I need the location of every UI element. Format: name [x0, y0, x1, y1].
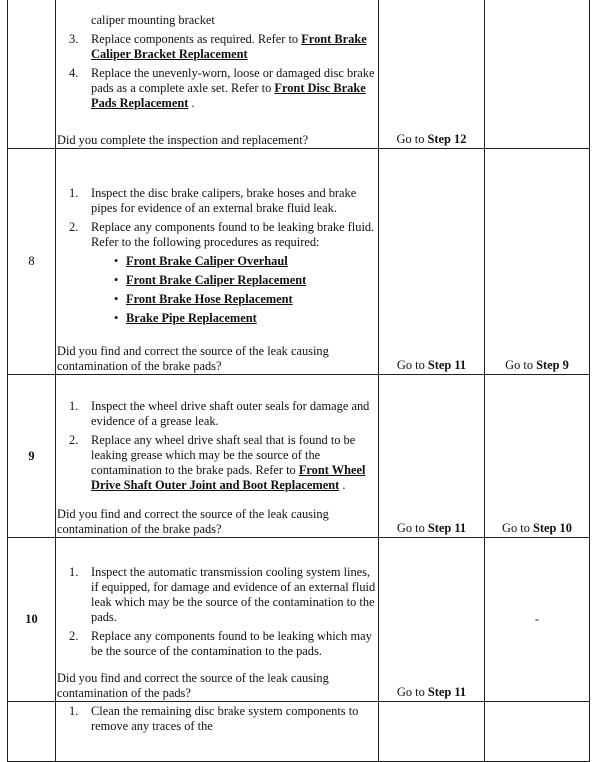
item-text-suffix: .: [339, 478, 346, 492]
item-text: Inspect the automatic transmission cooling system lines, if equipped, for damage and evidence of an external fluid leak which may be the source of the contamination to the pads.: [91, 565, 376, 624]
item-text: caliper mounting bracket: [91, 13, 215, 27]
step-number-cell: 10: [8, 538, 56, 702]
list-item: [57, 433, 376, 493]
action-cell: [56, 375, 379, 538]
bullet-dot-icon: •: [114, 254, 119, 268]
item-number: 2.: [69, 433, 79, 447]
item-number: 2.: [69, 629, 79, 643]
list-item: [57, 704, 376, 734]
goto-step-link[interactable]: Step 12: [427, 132, 467, 146]
bullet-dot-icon: •: [114, 292, 119, 306]
item-text: Inspect the disc brake calipers, brake hoses and brake pipes for evidence of an external brake fluid leak.: [91, 186, 357, 215]
bullet-link-text[interactable]: Front Brake Caliper Overhaul: [126, 254, 288, 268]
action-cell: [56, 149, 379, 375]
no-cell: [485, 375, 590, 538]
bullet-link-text[interactable]: Brake Pipe Replacement: [126, 311, 257, 325]
item-text: Replace any components found to be leaking brake fluid. Refer to the following procedures as required:: [91, 220, 375, 249]
list-item: [57, 220, 376, 326]
item-number: 4.: [69, 66, 79, 80]
action-cell: [56, 0, 379, 149]
no-cell: [485, 538, 590, 702]
list-item: [57, 186, 376, 216]
item-number: 1.: [69, 186, 79, 200]
bullet-link[interactable]: [91, 254, 376, 269]
yes-cell: [379, 149, 485, 375]
list-item: [57, 32, 376, 62]
step-number-cell: 9: [8, 375, 56, 538]
item-text-suffix: .: [188, 96, 195, 110]
bullet-link[interactable]: [91, 273, 376, 288]
goto-prefix: Go to: [396, 358, 428, 372]
item-number: 3.: [69, 32, 79, 46]
table-row: [8, 702, 590, 762]
table-row: [8, 538, 590, 702]
diagnostic-table: [7, 0, 590, 762]
goto-step-link[interactable]: Step 10: [533, 521, 572, 535]
item-text: Replace any components found to be leaking which may be the source of the contamination to the pads.: [91, 629, 372, 658]
yes-cell: [379, 375, 485, 538]
yes-cell: [379, 0, 485, 149]
list-item: [57, 399, 376, 429]
step-number-cell: 8: [8, 149, 56, 375]
list-item: [57, 13, 376, 28]
goto-prefix: Go to: [505, 358, 537, 372]
no-cell: [485, 702, 590, 762]
no-cell: [485, 149, 590, 375]
bullet-link-text[interactable]: Front Brake Hose Replacement: [126, 292, 293, 306]
procedure-list: [57, 186, 376, 326]
step-number-cell: [8, 702, 56, 762]
bullet-link-text[interactable]: Front Brake Caliper Replacement: [126, 273, 307, 287]
goto-prefix: Go to: [396, 685, 428, 699]
yes-cell: [379, 702, 485, 762]
goto-step-link[interactable]: Step 11: [427, 358, 467, 372]
list-item: [57, 66, 376, 111]
procedure-link[interactable]: Front Wheel Drive Shaft Outer Joint and Boot Replacement: [91, 463, 366, 492]
goto-prefix: Go to: [396, 132, 428, 146]
list-item: [57, 629, 376, 659]
table-row: [8, 0, 590, 149]
goto-step-link[interactable]: Step 11: [427, 521, 467, 535]
bullet-dot-icon: •: [114, 311, 119, 325]
item-number: 1.: [69, 399, 79, 413]
item-number: 1.: [69, 704, 79, 718]
action-cell: [56, 702, 379, 762]
step-question: Did you complete the inspection and replacement?: [57, 133, 309, 147]
bullet-dot-icon: •: [114, 273, 119, 287]
step-question: Did you find and correct the source of the leak causing contamination of the brake pads?: [57, 507, 329, 536]
item-text: Replace the unevenly-worn, loose or damaged disc brake pads as a complete axle set. Refer to: [91, 66, 375, 95]
table-row: [8, 375, 590, 538]
procedure-list: [57, 704, 376, 734]
procedure-link[interactable]: Front Brake Caliper Bracket Replacement: [91, 32, 367, 61]
goto-prefix: Go to: [396, 521, 428, 535]
list-item: [57, 565, 376, 625]
step-question: Did you find and correct the source of the leak causing contamination of the brake pads?: [57, 344, 329, 373]
action-cell: [56, 538, 379, 702]
item-text: Replace components as required. Refer to: [91, 32, 302, 46]
yes-cell: [379, 538, 485, 702]
no-action-dash: -: [534, 611, 540, 626]
no-cell: [485, 0, 590, 149]
procedure-link[interactable]: Front Disc Brake Pads Replacement: [91, 81, 366, 110]
bullet-link[interactable]: [91, 292, 376, 307]
procedure-list: [57, 399, 376, 493]
table-row: [8, 149, 590, 375]
procedure-list: [57, 13, 376, 111]
bullet-link[interactable]: [91, 311, 376, 326]
item-number: 2.: [69, 220, 79, 234]
item-text: Clean the remaining disc brake system components to remove any traces of the: [91, 704, 359, 733]
goto-prefix: Go to: [502, 521, 534, 535]
item-text: Inspect the wheel drive shaft outer seals for damage and evidence of a grease leak.: [91, 399, 370, 428]
step-number-cell: [8, 0, 56, 149]
goto-step-link[interactable]: Step 9: [536, 358, 569, 372]
goto-step-link[interactable]: Step 11: [427, 685, 467, 699]
item-text: Replace any wheel drive shaft seal that is found to be leaking grease which may be the source of the contamination to the brake pads. Refer to: [91, 433, 356, 477]
step-question: Did you find and correct the source of the leak causing contamination of the pads?: [57, 671, 329, 700]
item-number: 1.: [69, 565, 79, 579]
procedure-bullets: [91, 254, 376, 326]
procedure-list: [57, 565, 376, 659]
